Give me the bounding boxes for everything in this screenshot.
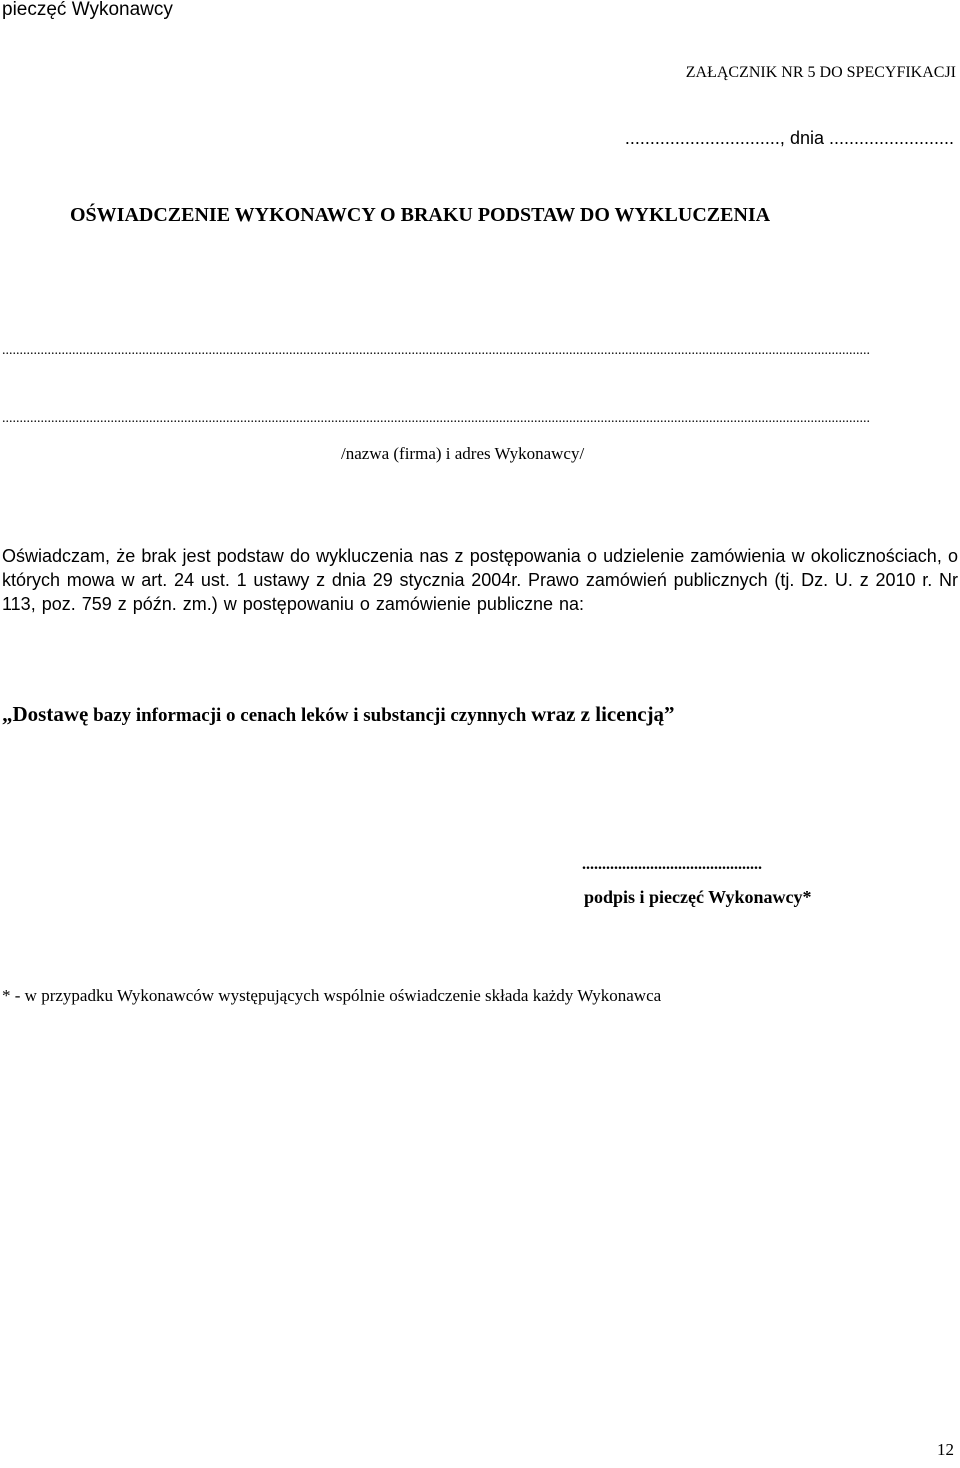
page-number: 12 [937, 1440, 954, 1459]
contractor-stamp-label: pieczęć Wykonawcy [2, 0, 173, 20]
place-date-line: ..............................., dnia ......................... [624, 128, 954, 148]
contractor-name-line-2: ........................................................................................................................................................................................................................................................ [2, 411, 870, 426]
procurement-subject [2, 702, 675, 727]
document-title: OŚWIADCZENIE WYKONAWCY O BRAKU PODSTAW DO WYKLUCZENIA [70, 204, 771, 226]
subject-part-3: wraz z licencją” [531, 702, 675, 726]
subject-part-1: „Dostawę [2, 702, 89, 726]
signature-label: podpis i pieczęć Wykonawcy* [584, 887, 812, 907]
annex-label: ZAŁĄCZNIK NR 5 DO SPECYFIKACJI [685, 64, 956, 81]
contractor-name-line-1: ........................................................................................................................................................................................................................................................ [2, 343, 870, 358]
contractor-name-label: /nazwa (firma) i adres Wykonawcy/ [341, 444, 585, 463]
subject-part-2: bazy informacji o cenach leków i substancji czynnych [88, 705, 532, 726]
signature-line: ............................................. [582, 856, 762, 873]
footnote: * - w przypadku Wykonawców występujących wspólnie oświadczenie składa każdy Wykonawca [2, 986, 662, 1005]
declaration-paragraph: Oświadczam, że brak jest podstaw do wykluczenia nas z postępowania o udzielenie zamówienia w okolicznościach, o których mowa w art. 24 ust. 1 ustawy z dnia 29 stycznia 2004r. Prawo zamówień publicznych (tj. Dz. U. z 2010 r. Nr 113, poz. 759 z późn. zm.) w postępowaniu o zamówienie publiczne na: [2, 546, 958, 614]
